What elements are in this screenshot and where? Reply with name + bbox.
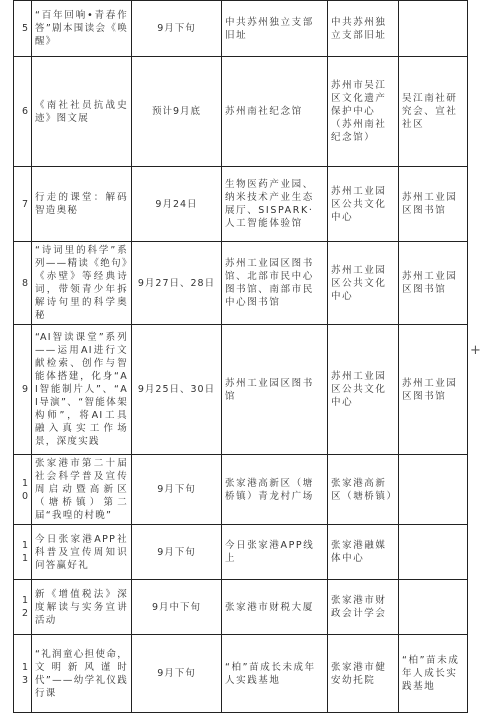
co-organizer-cell	[399, 1, 468, 57]
place-cell: 今日张家港APP线上	[222, 525, 328, 580]
add-row-button[interactable]: +	[470, 343, 481, 358]
organizer-cell: 苏州工业园区公共文化中心	[328, 325, 399, 455]
organizer-cell: 中共苏州独立支部旧址	[328, 1, 399, 57]
place-cell: 苏州工业园区图书馆、北部市民中心图书馆、南部市民中心图书馆	[222, 242, 328, 325]
table-row	[14, 57, 468, 167]
activities-table	[13, 0, 468, 713]
activity-cell: “百年回响•青春作答”剧本围读会《唤醒》	[32, 1, 132, 57]
organizer-cell: 张家港市健安幼托院	[328, 635, 399, 713]
place-cell: 生物医药产业园、纳米技术产业生态展厅、SISPARK·人工智能体验馆	[222, 167, 328, 242]
time-cell: 9月下旬	[132, 635, 222, 713]
row-number: 6	[14, 57, 32, 167]
time-cell: 9月下旬	[132, 525, 222, 580]
table-row	[14, 525, 468, 580]
time-cell: 9月中下旬	[132, 580, 222, 635]
table-row	[14, 167, 468, 242]
activity-cell: 今日张家港APP社科普及宣传周知识问答赢好礼	[32, 525, 132, 580]
organizer-cell: 苏州市吴江区文化遗产保护中心（苏州南社纪念馆）	[328, 57, 399, 167]
table-row	[14, 580, 468, 635]
place-cell: 中共苏州独立支部旧址	[222, 1, 328, 57]
table-row	[14, 242, 468, 325]
co-organizer-cell: 吴江南社研究会、宣社社区	[399, 57, 468, 167]
row-number: 9	[14, 325, 32, 455]
place-cell: “柏”苗成长未成年人实践基地	[222, 635, 328, 713]
activity-cell: 张家港市第二十届社会科学普及宣传周启动暨高新区（塘桥镇）第二届“我喤的村晚”	[32, 455, 132, 525]
co-organizer-cell	[399, 455, 468, 525]
co-organizer-cell	[399, 525, 468, 580]
table-row	[14, 635, 468, 713]
co-organizer-cell: “柏”苗未成年人成长实践基地	[399, 635, 468, 713]
organizer-cell: 苏州工业园区公共文化中心	[328, 167, 399, 242]
activity-cell: “AI智读课堂”系列——运用AI进行文献检索、创作与智能体搭建，化身“AI智能制片人”、“AI导演”、“智能体架构师”，将AI工具融入真实工作场景，深度实践	[32, 325, 132, 455]
activity-cell: “礼润童心担使命，文明新风谨时代”——幼学礼仪践行课	[32, 635, 132, 713]
place-cell: 张家港高新区（塘桥镇）青龙村广场	[222, 455, 328, 525]
place-cell: 苏州南社纪念馆	[222, 57, 328, 167]
place-cell: 张家港市财税大厦	[222, 580, 328, 635]
time-cell: 9月24日	[132, 167, 222, 242]
co-organizer-cell	[399, 580, 468, 635]
organizer-cell: 张家港高新区（塘桥镇）	[328, 455, 399, 525]
organizer-cell: 张家港融媒体中心	[328, 525, 399, 580]
table-row	[14, 325, 468, 455]
row-number: 8	[14, 242, 32, 325]
organizer-cell: 张家港市财政会计学会	[328, 580, 399, 635]
co-organizer-cell: 苏州工业园区图书馆	[399, 167, 468, 242]
activity-cell: 新《增值税法》深度解读与实务宣讲活动	[32, 580, 132, 635]
row-number: 5	[14, 1, 32, 57]
row-number: 7	[14, 167, 32, 242]
time-cell: 9月下旬	[132, 455, 222, 525]
activity-cell: 行走的课堂：解码智造奥秘	[32, 167, 132, 242]
time-cell: 预计9月底	[132, 57, 222, 167]
table-row	[14, 1, 468, 57]
row-number: 12	[14, 580, 32, 635]
activity-cell: 《南社社员抗战史迹》图文展	[32, 57, 132, 167]
time-cell: 9月下旬	[132, 1, 222, 57]
table-row	[14, 455, 468, 525]
place-cell: 苏州工业园区图书馆	[222, 325, 328, 455]
organizer-cell: 苏州工业园区公共文化中心	[328, 242, 399, 325]
time-cell: 9月25日、30日	[132, 325, 222, 455]
row-number: 13	[14, 635, 32, 713]
co-organizer-cell: 苏州工业园区图书馆	[399, 325, 468, 455]
row-number: 10	[14, 455, 32, 525]
activity-cell: “诗词里的科学”系列——精读《绝句》《赤壁》等经典诗词，带领青少年拆解诗句里的科学奥秘	[32, 242, 132, 325]
time-cell: 9月27日、28日	[132, 242, 222, 325]
co-organizer-cell: 苏州工业园区图书馆	[399, 242, 468, 325]
row-number: 11	[14, 525, 32, 580]
